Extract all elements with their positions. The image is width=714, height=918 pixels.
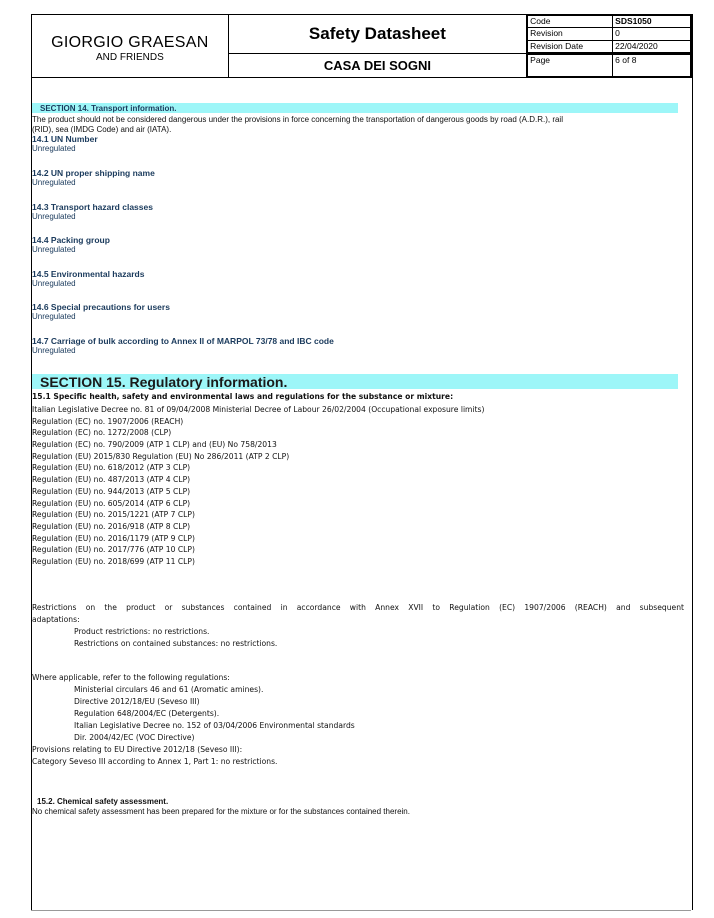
meta-block bbox=[527, 15, 692, 54]
regulation-item: Regulation (EU) no. 2015/1221 (ATP 7 CLP) bbox=[32, 510, 195, 520]
section14-1-value: Unregulated bbox=[32, 144, 76, 153]
section14-6-value: Unregulated bbox=[32, 312, 76, 321]
regulation-item: Regulation (EU) no. 618/2012 (ATP 3 CLP) bbox=[32, 463, 191, 473]
regulation-item: Regulation (EU) no. 605/2014 (ATP 6 CLP) bbox=[32, 498, 191, 508]
section14-4-value: Unregulated bbox=[32, 245, 76, 254]
regulation-item: Regulation (EU) no. 487/2013 (ATP 4 CLP) bbox=[32, 475, 191, 485]
section15-2-text: No chemical safety assessment has been prepared for the mixture or for the substances contained therein. bbox=[32, 807, 410, 816]
applicable-item: Italian Legislative Decree no. 152 of 03/04/2006 Environmental standards bbox=[74, 721, 355, 730]
section14-6-heading: 14.6 Special precautions for users bbox=[32, 302, 170, 312]
section14-intro-line1: The product should not be considered dangerous under the provisions in force concerning the transportation of dangerous goods by road (A.D.R.), rail bbox=[32, 115, 563, 124]
revision-label: Revision bbox=[528, 28, 613, 40]
regulation-item: Regulation (EU) no. 2017/776 (ATP 10 CLP) bbox=[32, 545, 195, 555]
section14-2-value: Unregulated bbox=[32, 178, 76, 187]
product-restrictions: Product restrictions: no restrictions. bbox=[74, 627, 210, 636]
product-name: CASA DEI SOGNI bbox=[228, 54, 526, 78]
regulation-item: Regulation (EU) no. 944/2013 (ATP 5 CLP) bbox=[32, 486, 191, 496]
document-header bbox=[31, 14, 692, 78]
applicable-item: Regulation 648/2004/EC (Detergents). bbox=[74, 709, 220, 718]
applicable-item: Dir. 2004/42/EC (VOC Directive) bbox=[74, 733, 195, 742]
page-bottom-rule bbox=[31, 910, 691, 911]
revision-value: 0 bbox=[613, 28, 691, 40]
regulation-item: Regulation (EU) no. 2018/699 (ATP 11 CLP) bbox=[32, 556, 195, 566]
company-line1: GIORGIO GRAESAN bbox=[51, 33, 209, 51]
company-name bbox=[32, 15, 229, 78]
company-line2: AND FRIENDS bbox=[95, 51, 164, 63]
restrictions-block bbox=[32, 602, 684, 650]
regulation-item: Regulation (EU) no. 2016/1179 (ATP 9 CLP) bbox=[32, 533, 195, 543]
section14-5-heading: 14.5 Environmental hazards bbox=[32, 269, 145, 279]
section14-2-heading: 14.2 UN proper shipping name bbox=[32, 168, 155, 178]
applicable-item: Directive 2012/18/EU (Seveso III) bbox=[74, 697, 200, 706]
section15-2-heading: 15.2. Chemical safety assessment. bbox=[37, 797, 169, 806]
page-label: Page bbox=[528, 55, 613, 77]
restrictions-line2: adaptations: bbox=[32, 615, 80, 624]
section14-5-value: Unregulated bbox=[32, 279, 76, 288]
seveso-provisions: Provisions relating to EU Directive 2012/18 (Seveso III): bbox=[32, 745, 243, 754]
regulation-item: Regulation (EU) 2015/830 Regulation (EU) No 286/2011 (ATP 2 CLP) bbox=[32, 451, 290, 461]
page-block bbox=[527, 54, 692, 78]
section14-title: SECTION 14. Transport information. bbox=[40, 104, 177, 113]
code-value: SDS1050 bbox=[613, 16, 691, 28]
section14-1-heading: 14.1 UN Number bbox=[32, 134, 98, 144]
section14-intro-line2: (RID), sea (IMDG Code) and air (IATA). bbox=[32, 124, 172, 134]
restrictions-line1: Restrictions on the product or substances contained in accordance with Annex XVII to Regulation (EC) 1907/2006 (REACH) and subsequent bbox=[32, 603, 684, 612]
regulation-item: Regulation (EC) no. 1907/2006 (REACH) bbox=[32, 416, 184, 426]
regulation-item: Regulation (EU) no. 2016/918 (ATP 8 CLP) bbox=[32, 521, 191, 531]
revision-date-value: 22/04/2020 bbox=[613, 40, 691, 52]
seveso-category: Category Seveso III according to Annex 1, Part 1: no restrictions. bbox=[32, 757, 278, 766]
section15-title: SECTION 15. Regulatory information. bbox=[40, 374, 288, 390]
regulation-item: Regulation (EC) no. 790/2009 (ATP 1 CLP) and (EU) No 758/2013 bbox=[32, 440, 277, 450]
code-label: Code bbox=[528, 16, 613, 28]
substance-restrictions: Restrictions on contained substances: no restrictions. bbox=[74, 639, 278, 648]
where-applicable: Where applicable, refer to the following regulations: bbox=[32, 673, 230, 682]
section14-7-heading: 14.7 Carriage of bulk according to Annex II of MARPOL 73/78 and IBC code bbox=[32, 336, 334, 346]
regulation-list bbox=[32, 404, 484, 568]
applicable-regulations-block bbox=[32, 672, 684, 768]
page-value: 6 of 8 bbox=[613, 55, 691, 77]
section15-1-heading: 15.1 Specific health, safety and environmental laws and regulations for the substance or mixture: bbox=[32, 392, 454, 401]
revision-date-label: Revision Date bbox=[528, 40, 613, 52]
applicable-item: Ministerial circulars 46 and 61 (Aromatic amines). bbox=[74, 685, 264, 694]
regulation-item: Regulation (EC) no. 1272/2008 (CLP) bbox=[32, 428, 172, 438]
document-title: Safety Datasheet bbox=[228, 15, 526, 54]
regulation-item: Italian Legislative Decree no. 81 of 09/04/2008 Ministerial Decree of Labour 26/02/2004 (Occupational exposure limits) bbox=[32, 405, 485, 414]
section14-3-heading: 14.3 Transport hazard classes bbox=[32, 202, 153, 212]
section14-3-value: Unregulated bbox=[32, 212, 76, 221]
section14-7-value: Unregulated bbox=[32, 346, 76, 355]
section14-4-heading: 14.4 Packing group bbox=[32, 235, 110, 245]
section14-intro bbox=[32, 115, 692, 134]
